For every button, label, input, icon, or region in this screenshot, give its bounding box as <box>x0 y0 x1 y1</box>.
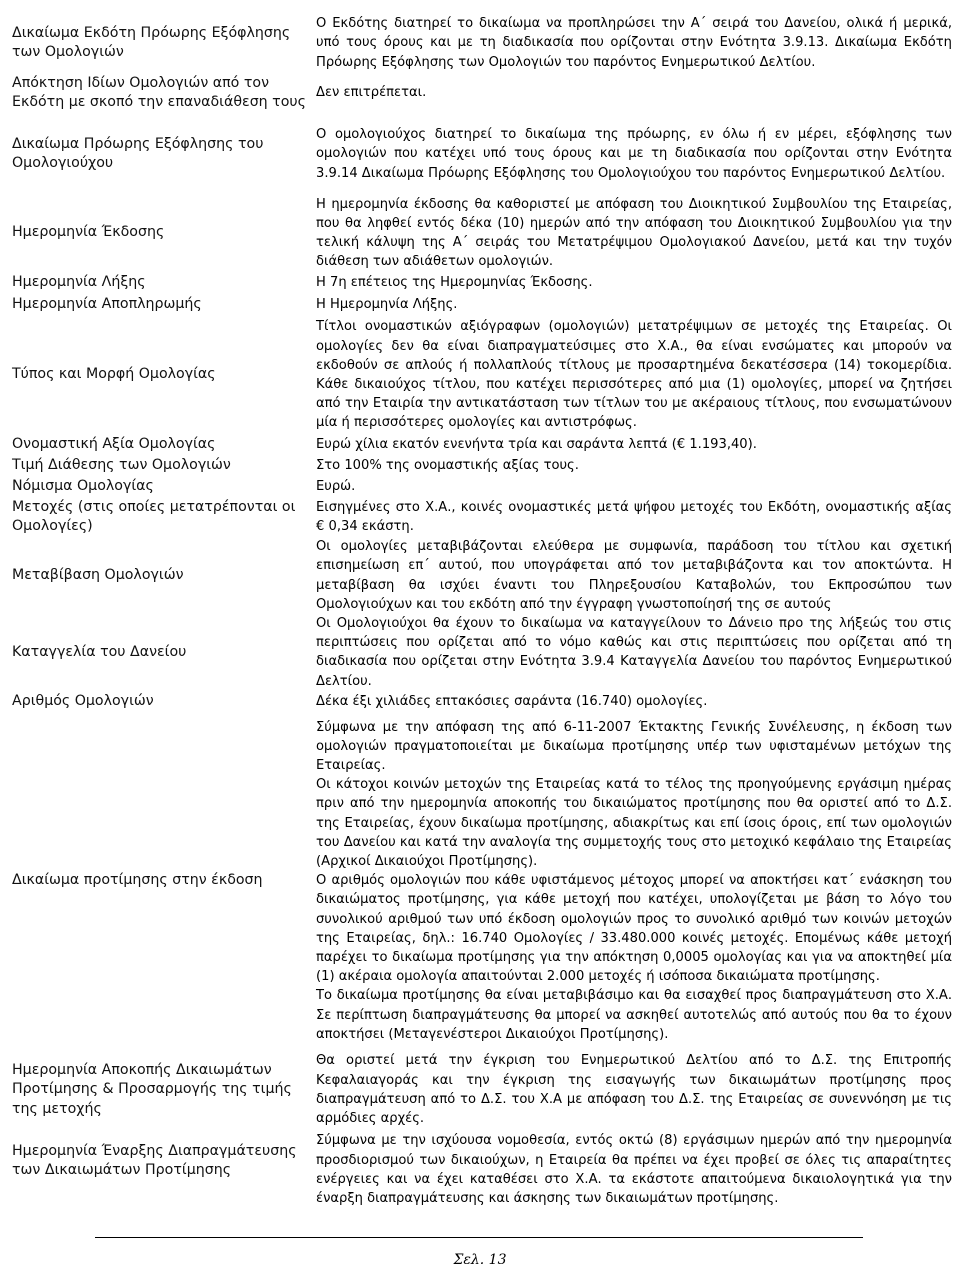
table-row <box>10 476 954 497</box>
value-paragraph: Ευρώ. <box>316 478 356 494</box>
table-row <box>10 537 954 614</box>
value-paragraph: Η ημερομηνία έκδοσης θα καθοριστεί με απόφαση του Διοικητικού Συμβουλίου της Εταιρείας, που θα ληφθεί εντός δέκα (10) ημερών από την απόφαση του Διοικητικού Συμβουλίου για την τελική κάλυψη της Α΄ σειράς του Μετατρέψιμου Ομολογιακού Δανείου, μετά και την τυχόν διάθεση των αδιάθετων ομολογιών. <box>316 196 952 270</box>
table-row <box>10 272 954 294</box>
row-label: Ημερομηνία Αποκοπής Δικαιωμάτων Προτίμησης & Προσαρμογής της τιμής της μετοχής <box>12 1061 292 1117</box>
row-label: Καταγγελία του Δανείου <box>12 643 187 660</box>
row-value <box>314 455 954 476</box>
row-label: Απόκτηση Ιδίων Ομολογιών από τον Εκδότη με σκοπό την επαναδιάθεση τους <box>12 74 306 110</box>
value-paragraph: Η Ημερομηνία Λήξης. <box>316 297 458 313</box>
table-row <box>10 614 954 691</box>
value-paragraph: Οι κάτοχοι κοινών μετοχών της Εταιρείας κατά το τέλος της προηγούμενης εργάσιμη ημέρας πριν από την ημερομηνία αποκοπής του δικαιώματος προτίμησης που θα οριστεί από το Δ.Σ. της Εταιρείας, έχουν δικαίωμα προτίμησης, αδιακρίτως και επί ίσοις όροις, επί των ομολογιών του Δανείου και κατά την αναλογία της συμμετοχής τους στο μετοχικό κεφάλαιο της Εταιρείας (Αρχικοί Δικαιούχοι Προτίμησης). <box>316 777 952 869</box>
table-row <box>10 14 954 72</box>
table-row <box>10 72 954 114</box>
table-row <box>10 114 954 194</box>
row-label: Ημερομηνία Έναρξης Διαπραγμάτευσης των Δικαιωμάτων Προτίμησης <box>12 1142 297 1179</box>
value-paragraph: Δέκα έξι χιλιάδες επτακόσιες σαράντα (16.740) ομολογίες. <box>316 693 708 709</box>
row-value <box>314 691 954 712</box>
row-label: Ημερομηνία Λήξης <box>12 274 146 291</box>
value-paragraph: Ο ομολογιούχος διατηρεί το δικαίωμα της πρόωρης, εν όλω ή εν μέρει, εξόφλησης των ομολογιών που κατέχει υπό τους όρους και με τη διαδικασία που ορίζονται στην Ενότητα 3.9.14 Δικαίωμα Πρόωρης Εξόφλησης του Ομολογιούχου του παρόντος Ενημερωτικού Δελτίου. <box>316 127 952 181</box>
value-paragraph: Ευρώ χίλια εκατόν ενενήντα τρία και σαράντα λεπτά (€ 1.193,40). <box>316 436 757 452</box>
value-paragraph: Δεν επιτρέπεται. <box>316 85 427 101</box>
row-value <box>314 434 954 455</box>
row-value <box>314 1130 954 1210</box>
bond-terms-body <box>10 14 954 1210</box>
page-number: Σελ. 13 <box>453 1252 507 1268</box>
row-value <box>314 114 954 194</box>
row-value <box>314 497 954 537</box>
bond-terms-table <box>10 14 954 1210</box>
row-label: Μετοχές (στις οποίες μετατρέπονται οι Ομολογίες) <box>12 498 296 534</box>
row-value <box>314 194 954 272</box>
footer-rule <box>95 1237 863 1238</box>
row-value <box>314 614 954 691</box>
value-paragraph: Τίτλοι ονομαστικών αξιόγραφων (ομολογιών) μετατρέψιμων σε μετοχές της Εταιρείας. Οι ομολογίες δεν θα είναι διαπραγματεύσιμες στο Χ.Α., θα είναι ενσώματες και μπορούν να εκδοθούν σε απλούς ή πολλαπλούς τίτλους με προσαρτημένα δεκατέσσερα (14) τοκομερίδια. Κάθε δικαιούχος τίτλου, που κατέχει περισσότερες από μια (1) ομολογίες, μπορεί να ζητήσει από την Εταιρία την αντικατάσταση των τίτλων του με ακέραιους τίτλους, που ενσωματώνουν μία ή περισσότερες ομολογίες και αντιστρόφως. <box>316 319 952 431</box>
row-label: Δικαίωμα Πρόωρης Εξόφλησης του Ομολογιούχου <box>12 135 264 171</box>
value-paragraph: Θα οριστεί μετά την έγκριση του Ενημερωτικού Δελτίου από το Δ.Σ. της Επιτροπής Κεφαλαιαγοράς και την έγκριση της εισαγωγής των δικαιωμάτων προτίμησης προς διαπραγμάτευση από το Δ.Σ. του Χ.Α με απόφαση του Δ.Σ. της Εταιρείας σε συνεννόηση με τις αρμόδιες αρχές. <box>316 1053 952 1127</box>
row-value <box>314 14 954 72</box>
table-row <box>10 1130 954 1210</box>
page-footer <box>0 1252 960 1268</box>
row-label: Αριθμός Ομολογιών <box>12 692 154 709</box>
table-row <box>10 691 954 712</box>
row-label: Τιμή Διάθεσης των Ομολογιών <box>12 456 231 473</box>
value-paragraph: Ο Εκδότης διατηρεί το δικαίωμα να προπληρώσει την Α΄ σειρά του Δανείου, ολικά ή μερικά, υπό τους όρους και με τη διαδικασία που ορίζονται στην Ενότητα 3.9.13. Δικαίωμα Εκδότη Πρόωρης Εξόφλησης των Ομολογιών του παρόντος Ενημερωτικού Δελτίου. <box>316 16 952 70</box>
value-paragraph: Η 7η επέτειος της Ημερομηνίας Έκδοσης. <box>316 275 593 291</box>
value-paragraph: Σύμφωνα με την απόφαση της από 6-11-2007 Έκτακτης Γενικής Συνέλευσης, η έκδοση των ομολογιών πραγματοποιείται με δικαίωμα προτίμησης υπέρ των υφισταμένων μετόχων της Εταιρείας. <box>316 719 952 773</box>
value-paragraph: Οι ομολογίες μεταβιβάζονται ελεύθερα με συμφωνία, παράδοση του τίτλου και σχετική επισημείωση επ΄ αυτού, που υπογράφεται από τον μεταβιβάζοντα και τον αποκτώντα. Η μεταβίβαση θα ισχύει έναντι του Πληρεξουσίου Καταβολών, του Εκπροσώπου των Ομολογιούχων και του εκδότη από την έγγραφη γνωστοποίησή της σε αυτούς <box>316 539 952 612</box>
table-row <box>10 194 954 272</box>
value-paragraph: Ο αριθμός ομολογιών που κάθε υφιστάμενος μέτοχος μπορεί να αποκτήσει κατ΄ ενάσκηση του δικαιώματος προτίμησης, για κάθε μετοχή που κατέχει, υπολογίζεται με βάση το λόγο του συνολικού αριθμού των υπό έκδοση ομολογιών προς το συνολικό αριθμό των κοινών μετοχών της Εταιρείας, δηλ.: 16.740 Ομολογίες / 33.480.000 κοινές μετοχές. Επομένως κάθε μετοχή παρέχει το δικαίωμα προτίμησης για την απόκτηση 0,0005 ομολογίας και για να αποκτηθεί μία (1) ακέραια ομολογία απαιτούνται 2.000 μετοχές ή ισόποσα δικαιώματα προτίμησης. <box>316 873 952 985</box>
row-label: Μεταβίβαση Ομολογιών <box>12 566 184 583</box>
table-row <box>10 497 954 537</box>
row-value <box>314 316 954 434</box>
row-label: Δικαίωμα Εκδότη Πρόωρης Εξόφλησης των Ομολογιών <box>12 24 291 60</box>
row-label: Ημερομηνία Έκδοσης <box>12 224 165 241</box>
row-value <box>314 294 954 316</box>
table-row <box>10 316 954 434</box>
value-paragraph: Σύμφωνα με την ισχύουσα νομοθεσία, εντός οκτώ (8) εργάσιμων ημερών από την ημερομηνία προσδιορισμού των δικαιούχων, η Εταιρεία θα πρέπει να έχει προβεί σε όλες τις απαραίτητες ενέργειες και να έχει καταθέσει στο Χ.Α. τα εκάστοτε απαιτούμενα δικαιολογητικά για την έναρξη διαπραγμάτευσης και άσκησης των δικαιωμάτων προτίμησης. <box>316 1133 952 1207</box>
row-value <box>314 272 954 294</box>
value-paragraph: Στο 100% της ονομαστικής αξίας τους. <box>316 457 579 473</box>
value-paragraph: Το δικαίωμα προτίμησης θα είναι μεταβιβάσιμο και θα εισαχθεί προς διαπραγμάτευση στο Χ.Α. Σε περίπτωση διαπραγμάτευσης θα μπορεί να ασκηθεί αυτοτελώς από αυτούς που θα το έχουν αποκτήσει (Μεταγενέστεροι Δικαιούχοι Προτίμησης). <box>316 988 952 1042</box>
value-paragraph: Εισηγμένες στο Χ.Α., κοινές ονομαστικές μετά ψήφου μετοχές του Εκδότη, ονομαστικής αξίας € 0,34 εκάστη. <box>316 499 952 534</box>
value-paragraph: Οι Ομολογιούχοι θα έχουν το δικαίωμα να καταγγείλουν το Δάνειο προ της λήξεώς του στις περιπτώσεις που ορίζεται από το νόμο καθώς και στις περιπτώσεις που ορίζεται από τη διαδικασία που ορίζεται στην Ενότητα 3.9.4 Καταγγελία Δανείου του παρόντος Ενημερωτικού Δελτίου. <box>316 616 952 689</box>
row-value <box>314 712 954 1050</box>
row-value <box>314 537 954 614</box>
row-label: Ημερομηνία Αποπληρωμής <box>12 296 202 313</box>
row-value <box>314 1050 954 1130</box>
table-row <box>10 434 954 455</box>
table-row <box>10 294 954 316</box>
row-label: Ονομαστική Αξία Ομολογίας <box>12 435 216 452</box>
row-label: Δικαίωμα προτίμησης στην έκδοση <box>12 872 263 889</box>
row-value <box>314 476 954 497</box>
table-row <box>10 455 954 476</box>
table-row <box>10 712 954 1050</box>
row-label: Τύπος και Μορφή Ομολογίας <box>12 366 216 383</box>
row-value <box>314 72 954 114</box>
row-label: Νόμισμα Ομολογίας <box>12 477 154 494</box>
table-row <box>10 1050 954 1130</box>
